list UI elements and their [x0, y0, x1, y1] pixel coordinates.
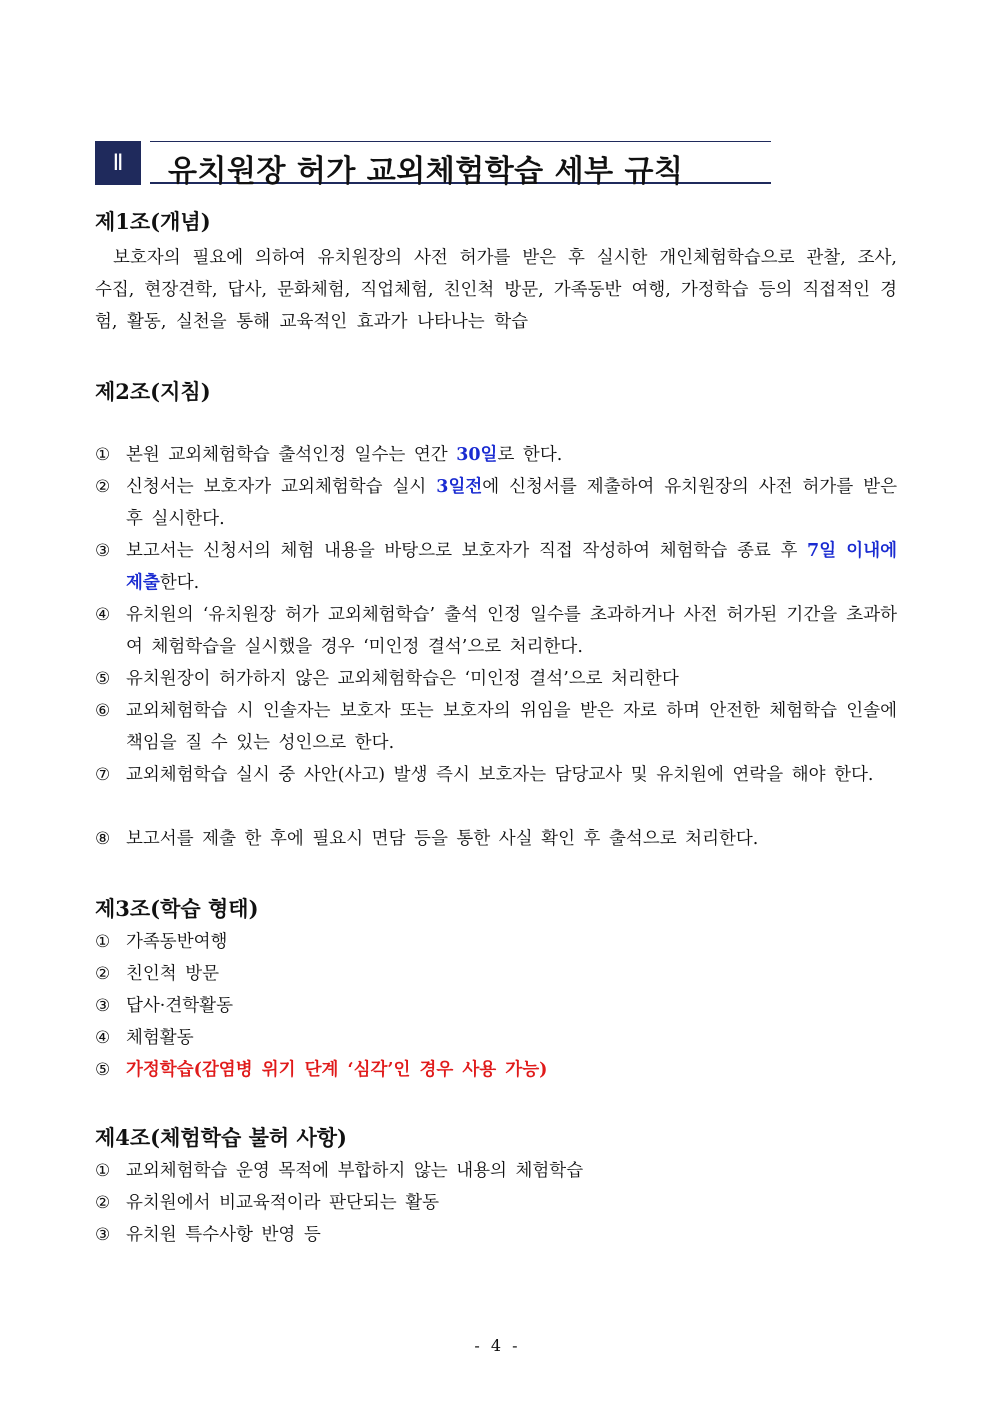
article-1-heading: 제1조(개념) — [95, 209, 211, 234]
item-text: 보고서를 제출 한 후에 필요시 면담 등을 통한 사실 확인 후 출석으로 처리한다. — [126, 829, 759, 849]
article-3-item-3 — [95, 990, 897, 1022]
item-number: ③ — [95, 996, 111, 1016]
article-3-item-5 — [95, 1054, 897, 1086]
item-number: ④ — [95, 605, 111, 625]
item-text: 가족동반여행 — [126, 932, 228, 952]
article-4-item-1 — [95, 1155, 897, 1187]
article-2-item-5 — [95, 663, 897, 695]
highlight-blue: 30일 — [456, 445, 498, 465]
item-number: ① — [95, 1161, 111, 1181]
item-text: 본원 교외체험학습 출석인정 일수는 연간 — [126, 445, 457, 465]
item-number: ⑧ — [95, 829, 111, 849]
article-3-item-4 — [95, 1022, 897, 1054]
article-4-item-2 — [95, 1187, 897, 1219]
article-1-body — [95, 242, 897, 338]
item-text: 교외체험학습 운영 목적에 부합하지 않는 내용의 체험학습 — [126, 1161, 584, 1181]
item-number: ② — [95, 964, 111, 984]
article-2-item-3 — [95, 535, 897, 599]
item-number: ⑥ — [95, 701, 111, 721]
item-text: 유치원 특수사항 반영 등 — [126, 1225, 321, 1245]
item-number: ② — [95, 477, 111, 497]
highlight-blue: 7일 이내에 제출 — [126, 541, 897, 593]
item-number: ⑤ — [95, 1060, 111, 1080]
page-number: - 4 - — [474, 1336, 518, 1355]
article-2-heading: 제2조(지침) — [95, 379, 211, 404]
item-number: ③ — [95, 541, 111, 561]
item-number: ④ — [95, 1028, 111, 1048]
item-text: 유치원장이 허가하지 않은 교외체험학습은 ‘미인정 결석’으로 처리한다 — [126, 669, 679, 689]
item-text-highlight-red: 가정학습(감염병 위기 단계 ‘심각’인 경우 사용 가능) — [126, 1060, 548, 1080]
article-2-item-7 — [95, 759, 897, 791]
section-number-badge: Ⅱ — [95, 141, 141, 185]
item-number: ⑤ — [95, 669, 111, 689]
article-4-item-3 — [95, 1219, 897, 1251]
item-text: 교외체험학습 시 인솔자는 보호자 또는 보호자의 위임을 받은 자로 하며 안전한 체험학습 인솔에 책임을 질 수 있는 성인으로 한다. — [126, 701, 897, 753]
item-number: ③ — [95, 1225, 111, 1245]
article-2-item-1 — [95, 439, 897, 471]
section-title-text: 유치원장 허가 교외체험학습 세부 규칙 — [168, 154, 684, 189]
article-3-heading: 제3조(학습 형태) — [95, 896, 259, 921]
highlight-blue: 3일전 — [436, 477, 483, 497]
article-2-item-2 — [95, 471, 897, 535]
article-3-item-1 — [95, 926, 897, 958]
item-text: 답사·견학활동 — [126, 996, 233, 1016]
section-title — [95, 141, 771, 189]
article-1-body-text: 보호자의 필요에 의하여 유치원장의 사전 허가를 받은 후 실시한 개인체험학습으로 관찰, 조사, 수집, 현장견학, 답사, 문화체험, 직업체험, 친인척 방문, 가족동반 여행, 가정학습 등의 직접적인 경험, 활동, 실천을 통해 교육적인 효과가 나타나는 학습 — [95, 248, 897, 332]
item-number: ⑦ — [95, 765, 111, 785]
article-3-item-2 — [95, 958, 897, 990]
item-number: ① — [95, 445, 111, 465]
item-text: 신청서는 보호자가 교외체험학습 실시 — [126, 477, 437, 497]
item-number: ② — [95, 1193, 111, 1213]
item-text: 체험활동 — [126, 1028, 194, 1048]
item-text: 보고서는 신청서의 체험 내용을 바탕으로 보호자가 직접 작성하여 체험학습 종료 후 — [126, 541, 808, 561]
item-text: 교외체험학습 실시 중 사안(사고) 발생 즉시 보호자는 담당교사 및 유치원에 연락을 해야 한다. — [126, 765, 874, 785]
article-2-item-8 — [95, 823, 897, 855]
item-text: 에 신청서를 제출하여 유치원장의 사전 허가를 받은 후 실시한다. — [126, 477, 897, 529]
article-2-item-4 — [95, 599, 897, 663]
article-2-item-6 — [95, 695, 897, 759]
item-text: 로 한다. — [497, 445, 563, 465]
item-text: 유치원에서 비교육적이라 판단되는 활동 — [126, 1193, 440, 1213]
item-text: 친인척 방문 — [126, 964, 220, 984]
item-number: ① — [95, 932, 111, 952]
item-text: 한다. — [159, 573, 200, 593]
article-4-heading: 제4조(체험학습 불허 사항) — [95, 1125, 347, 1150]
section-title-box — [150, 141, 771, 189]
item-text: 유치원의 ‘유치원장 허가 교외체험학습’ 출석 인정 일수를 초과하거나 사전 허가된 기간을 초과하여 체험학습을 실시했을 경우 ‘미인정 결석’으로 처리한다. — [126, 605, 897, 657]
